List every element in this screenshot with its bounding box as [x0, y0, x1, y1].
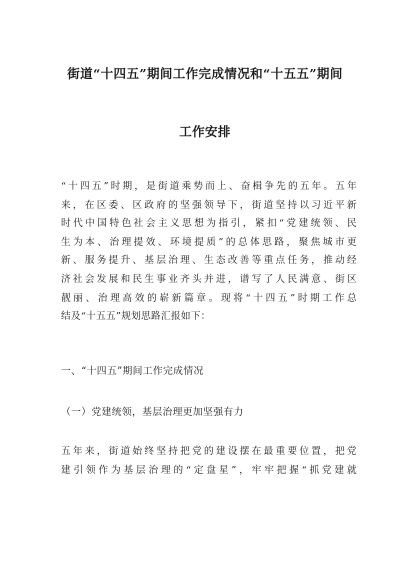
- paragraph-line: “十四五”时期，是街道乘势而上、奋楫争先的五年。五年: [61, 181, 357, 192]
- paragraph-line: 结及“十五五”规划思路汇报如下：: [61, 311, 211, 323]
- paragraph-line: 建引领作为基层治理的“定盘星”，牢牢把握“抓党建就: [61, 464, 357, 476]
- paragraph-intro: [61, 178, 357, 327]
- paragraph-line: 五年来，街道始终坚持把党的建设摆在最重要位置，把党: [61, 446, 357, 457]
- paragraph-line: 新、服务提升、基层治理、生态改善等重点任务，推动经: [61, 255, 357, 267]
- paragraph-line: 生为本、治理提效、环境提质”的总体思路，聚焦城市更: [61, 236, 357, 248]
- paragraph-line: 济社会发展和民生事业齐头并进，谱写了人民满意、街区: [61, 273, 357, 285]
- subsection-heading-1: （一）党建统领，基层治理更加坚强有力: [61, 407, 244, 418]
- paragraph-line: 靓丽、治理高效的崭新篇章。现将“十四五”时期工作总: [61, 292, 357, 304]
- paragraph-party-building: [61, 443, 357, 480]
- section-heading-1: 一、“十四五”期间工作完成情况: [61, 366, 204, 377]
- document-title-line-1: 街道“十四五”期间工作完成情况和“十五五”期间: [67, 66, 343, 81]
- document-title-line-2: 工作安排: [179, 124, 231, 139]
- paragraph-line: 时代中国特色社会主义思想为指引，紧扣“党建统领、民: [61, 218, 357, 230]
- paragraph-line: 来，在区委、区政府的坚强领导下，街道坚持以习近平新: [61, 199, 357, 211]
